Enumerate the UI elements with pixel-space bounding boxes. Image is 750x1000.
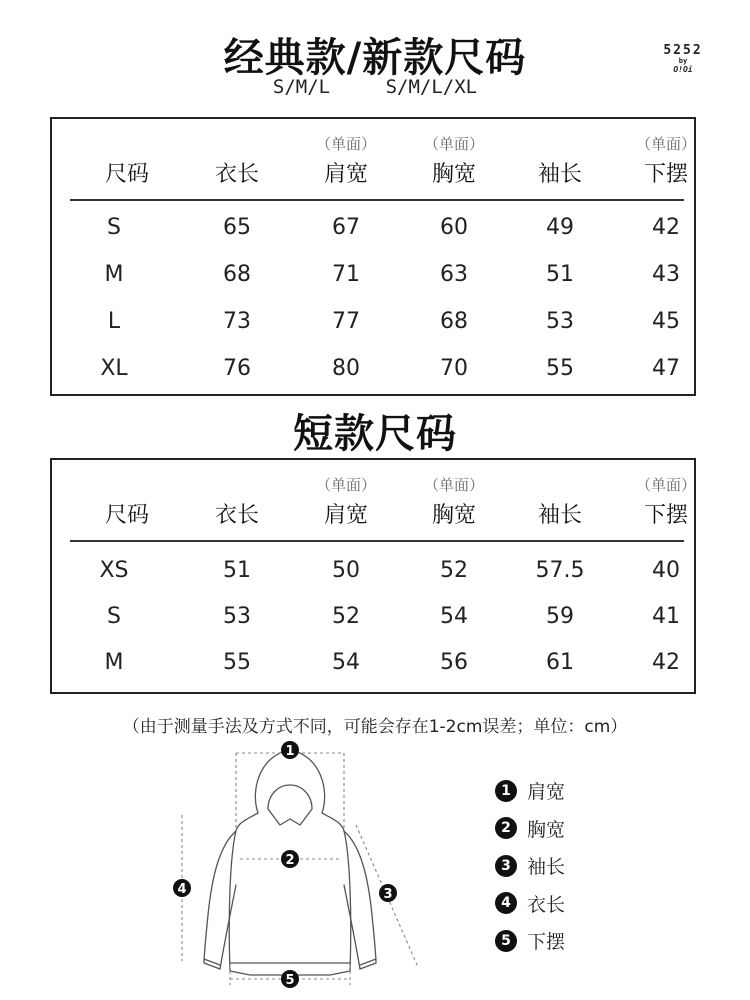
cell-length: 65 bbox=[223, 215, 251, 240]
cell-sleeve: 51 bbox=[546, 262, 574, 287]
cell-sleeve: 61 bbox=[546, 650, 574, 675]
cell-hem: 40 bbox=[652, 558, 680, 583]
cell-sleeve: 57.5 bbox=[535, 558, 585, 583]
marker-5-label: 5 bbox=[285, 973, 295, 988]
header-hem: 下摆 bbox=[643, 162, 688, 187]
cell-size: XL bbox=[100, 356, 128, 381]
classic-size-subtitle bbox=[0, 76, 750, 98]
marker-1-label: 1 bbox=[285, 744, 295, 759]
cell-length: 68 bbox=[223, 262, 251, 287]
legend-num-4-icon: 4 bbox=[495, 892, 517, 914]
subtitle-size-set-a: S/M/L bbox=[272, 76, 331, 98]
header-note-hem: （单面） bbox=[635, 476, 696, 494]
cell-chest: 56 bbox=[440, 650, 468, 675]
cell-length: 55 bbox=[223, 650, 251, 675]
header-sleeve: 袖长 bbox=[537, 162, 582, 187]
legend-item-length bbox=[495, 885, 565, 923]
cell-size: M bbox=[104, 262, 124, 287]
table-row bbox=[52, 309, 694, 355]
hoodie-hood-outline bbox=[255, 750, 324, 813]
classic-size-table bbox=[50, 117, 696, 396]
short-size-title: 短款尺码 bbox=[293, 411, 457, 457]
cell-size: M bbox=[104, 650, 124, 675]
brand-logo-number: 5252 bbox=[663, 43, 703, 58]
cell-sleeve: 53 bbox=[546, 309, 574, 334]
legend-num-1-icon: 1 bbox=[495, 780, 517, 802]
legend-label-hem: 下摆 bbox=[527, 931, 566, 954]
cell-shoulder: 71 bbox=[332, 262, 360, 287]
cell-sleeve: 55 bbox=[546, 356, 574, 381]
table-row bbox=[52, 356, 694, 402]
table-row bbox=[52, 215, 694, 261]
cell-hem: 45 bbox=[652, 309, 680, 334]
header-chest: 胸宽 bbox=[431, 503, 476, 528]
header-note-chest: （单面） bbox=[423, 135, 484, 153]
legend-label-shoulder: 肩宽 bbox=[527, 781, 566, 804]
legend-item-shoulder bbox=[495, 772, 565, 810]
subtitle-size-set-b: S/M/L/XL bbox=[385, 76, 478, 98]
cell-shoulder: 54 bbox=[332, 650, 360, 675]
header-note-shoulder: （单面） bbox=[315, 135, 376, 153]
cell-chest: 54 bbox=[440, 604, 468, 629]
cell-size: L bbox=[107, 309, 121, 334]
legend-label-length: 衣长 bbox=[527, 893, 566, 916]
header-note-chest: （单面） bbox=[423, 476, 484, 494]
cell-hem: 47 bbox=[652, 356, 680, 381]
cell-chest: 70 bbox=[440, 356, 468, 381]
hoodie-hood-opening bbox=[268, 785, 312, 825]
hoodie-diagram bbox=[150, 735, 440, 997]
header-shoulder: 肩宽 bbox=[323, 503, 368, 528]
cell-shoulder: 67 bbox=[332, 215, 360, 240]
marker-4-label: 4 bbox=[177, 882, 187, 897]
header-sleeve: 袖长 bbox=[537, 503, 582, 528]
cell-sleeve: 59 bbox=[546, 604, 574, 629]
header-divider bbox=[70, 540, 684, 542]
measurement-note: （由于测量手法及方式不同，可能会存在1-2cm误差；单位：cm） bbox=[122, 717, 628, 737]
brand-logo bbox=[648, 44, 718, 75]
cell-shoulder: 52 bbox=[332, 604, 360, 629]
hoodie-right-sleeve bbox=[344, 831, 376, 969]
cell-sleeve: 49 bbox=[546, 215, 574, 240]
brand-logo-by: by bbox=[678, 57, 688, 65]
cell-size: XS bbox=[99, 558, 129, 583]
cell-chest: 52 bbox=[440, 558, 468, 583]
classic-size-title: 经典款/新款尺码 bbox=[223, 35, 527, 81]
legend-num-3-icon: 3 bbox=[495, 855, 517, 877]
cell-length: 53 bbox=[223, 604, 251, 629]
table-row bbox=[52, 558, 694, 604]
hoodie-body-outline bbox=[229, 813, 351, 975]
cell-length: 73 bbox=[223, 309, 251, 334]
cell-chest: 63 bbox=[440, 262, 468, 287]
header-chest: 胸宽 bbox=[431, 162, 476, 187]
cell-hem: 42 bbox=[652, 215, 680, 240]
short-size-table bbox=[50, 458, 696, 694]
brand-logo-name: O!Oi bbox=[673, 65, 693, 74]
header-length: 衣长 bbox=[214, 503, 259, 528]
legend-item-hem bbox=[495, 922, 565, 960]
table-row bbox=[52, 262, 694, 308]
cell-length: 51 bbox=[223, 558, 251, 583]
cell-hem: 41 bbox=[652, 604, 680, 629]
legend-label-sleeve: 袖长 bbox=[527, 856, 566, 879]
marker-2-label: 2 bbox=[285, 853, 295, 868]
legend-item-chest bbox=[495, 810, 565, 848]
header-note-shoulder: （单面） bbox=[315, 476, 376, 494]
cell-chest: 68 bbox=[440, 309, 468, 334]
table-header bbox=[52, 119, 694, 199]
cell-length: 76 bbox=[223, 356, 251, 381]
header-divider bbox=[70, 199, 684, 201]
header-note-hem: （单面） bbox=[635, 135, 696, 153]
cell-hem: 42 bbox=[652, 650, 680, 675]
cell-shoulder: 80 bbox=[332, 356, 360, 381]
legend-item-sleeve bbox=[495, 847, 565, 885]
header-shoulder: 肩宽 bbox=[323, 162, 368, 187]
table-row bbox=[52, 604, 694, 650]
legend-num-5-icon: 5 bbox=[495, 930, 517, 952]
header-size: 尺码 bbox=[104, 503, 149, 528]
header-hem: 下摆 bbox=[643, 503, 688, 528]
legend-label-chest: 胸宽 bbox=[527, 818, 566, 841]
cell-size: S bbox=[107, 215, 121, 240]
hoodie-left-sleeve bbox=[204, 831, 236, 969]
header-size: 尺码 bbox=[104, 162, 149, 187]
cell-shoulder: 77 bbox=[332, 309, 360, 334]
cell-chest: 60 bbox=[440, 215, 468, 240]
legend-num-2-icon: 2 bbox=[495, 817, 517, 839]
cell-size: S bbox=[107, 604, 121, 629]
table-row bbox=[52, 650, 694, 696]
table-header bbox=[52, 460, 694, 540]
cell-shoulder: 50 bbox=[332, 558, 360, 583]
cell-hem: 43 bbox=[652, 262, 680, 287]
marker-3-label: 3 bbox=[383, 887, 393, 902]
measurement-legend bbox=[495, 772, 565, 960]
header-length: 衣长 bbox=[214, 162, 259, 187]
